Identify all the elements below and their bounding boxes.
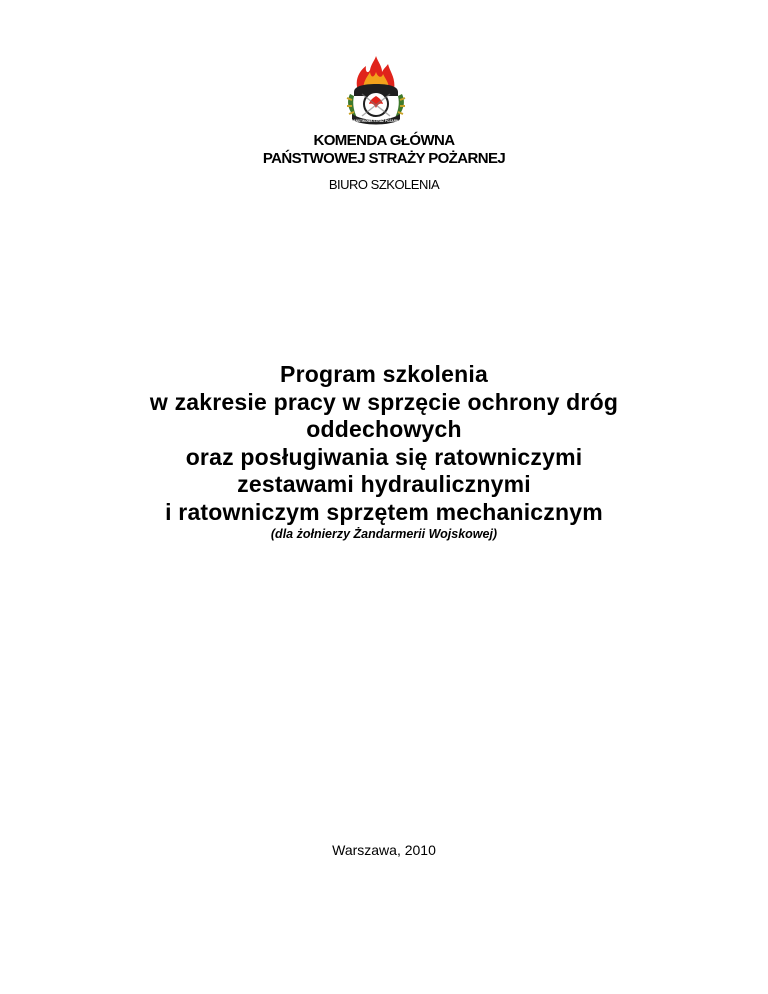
org-name-line2: PAŃSTWOWEJ STRAŻY POŻARNEJ (262, 150, 506, 167)
org-name-line1: KOMENDA GŁÓWNA (313, 132, 455, 149)
title-line: Program szkolenia (280, 361, 488, 387)
place-and-date: Warszawa, 2010 (332, 842, 436, 858)
document-subtitle: (dla żołnierzy Żandarmerii Wojskowej) (270, 527, 498, 541)
emblem-ribbon-text: PAŃSTWOWA STRAŻ POŻARNA (351, 119, 401, 123)
title-line: oddechowych (306, 416, 462, 442)
document-title (0, 361, 768, 526)
title-line: i ratowniczym sprzętem mechanicznym (165, 498, 603, 525)
firefighter-emblem-icon (340, 56, 412, 126)
title-line: w zakresie pracy w sprzęcie ochrony dróg (149, 388, 619, 415)
office-name: BIURO SZKOLENIA (328, 177, 440, 192)
title-line: oraz posługiwania się ratowniczymi (185, 443, 583, 470)
title-line: zestawami hydraulicznymi (237, 471, 531, 497)
